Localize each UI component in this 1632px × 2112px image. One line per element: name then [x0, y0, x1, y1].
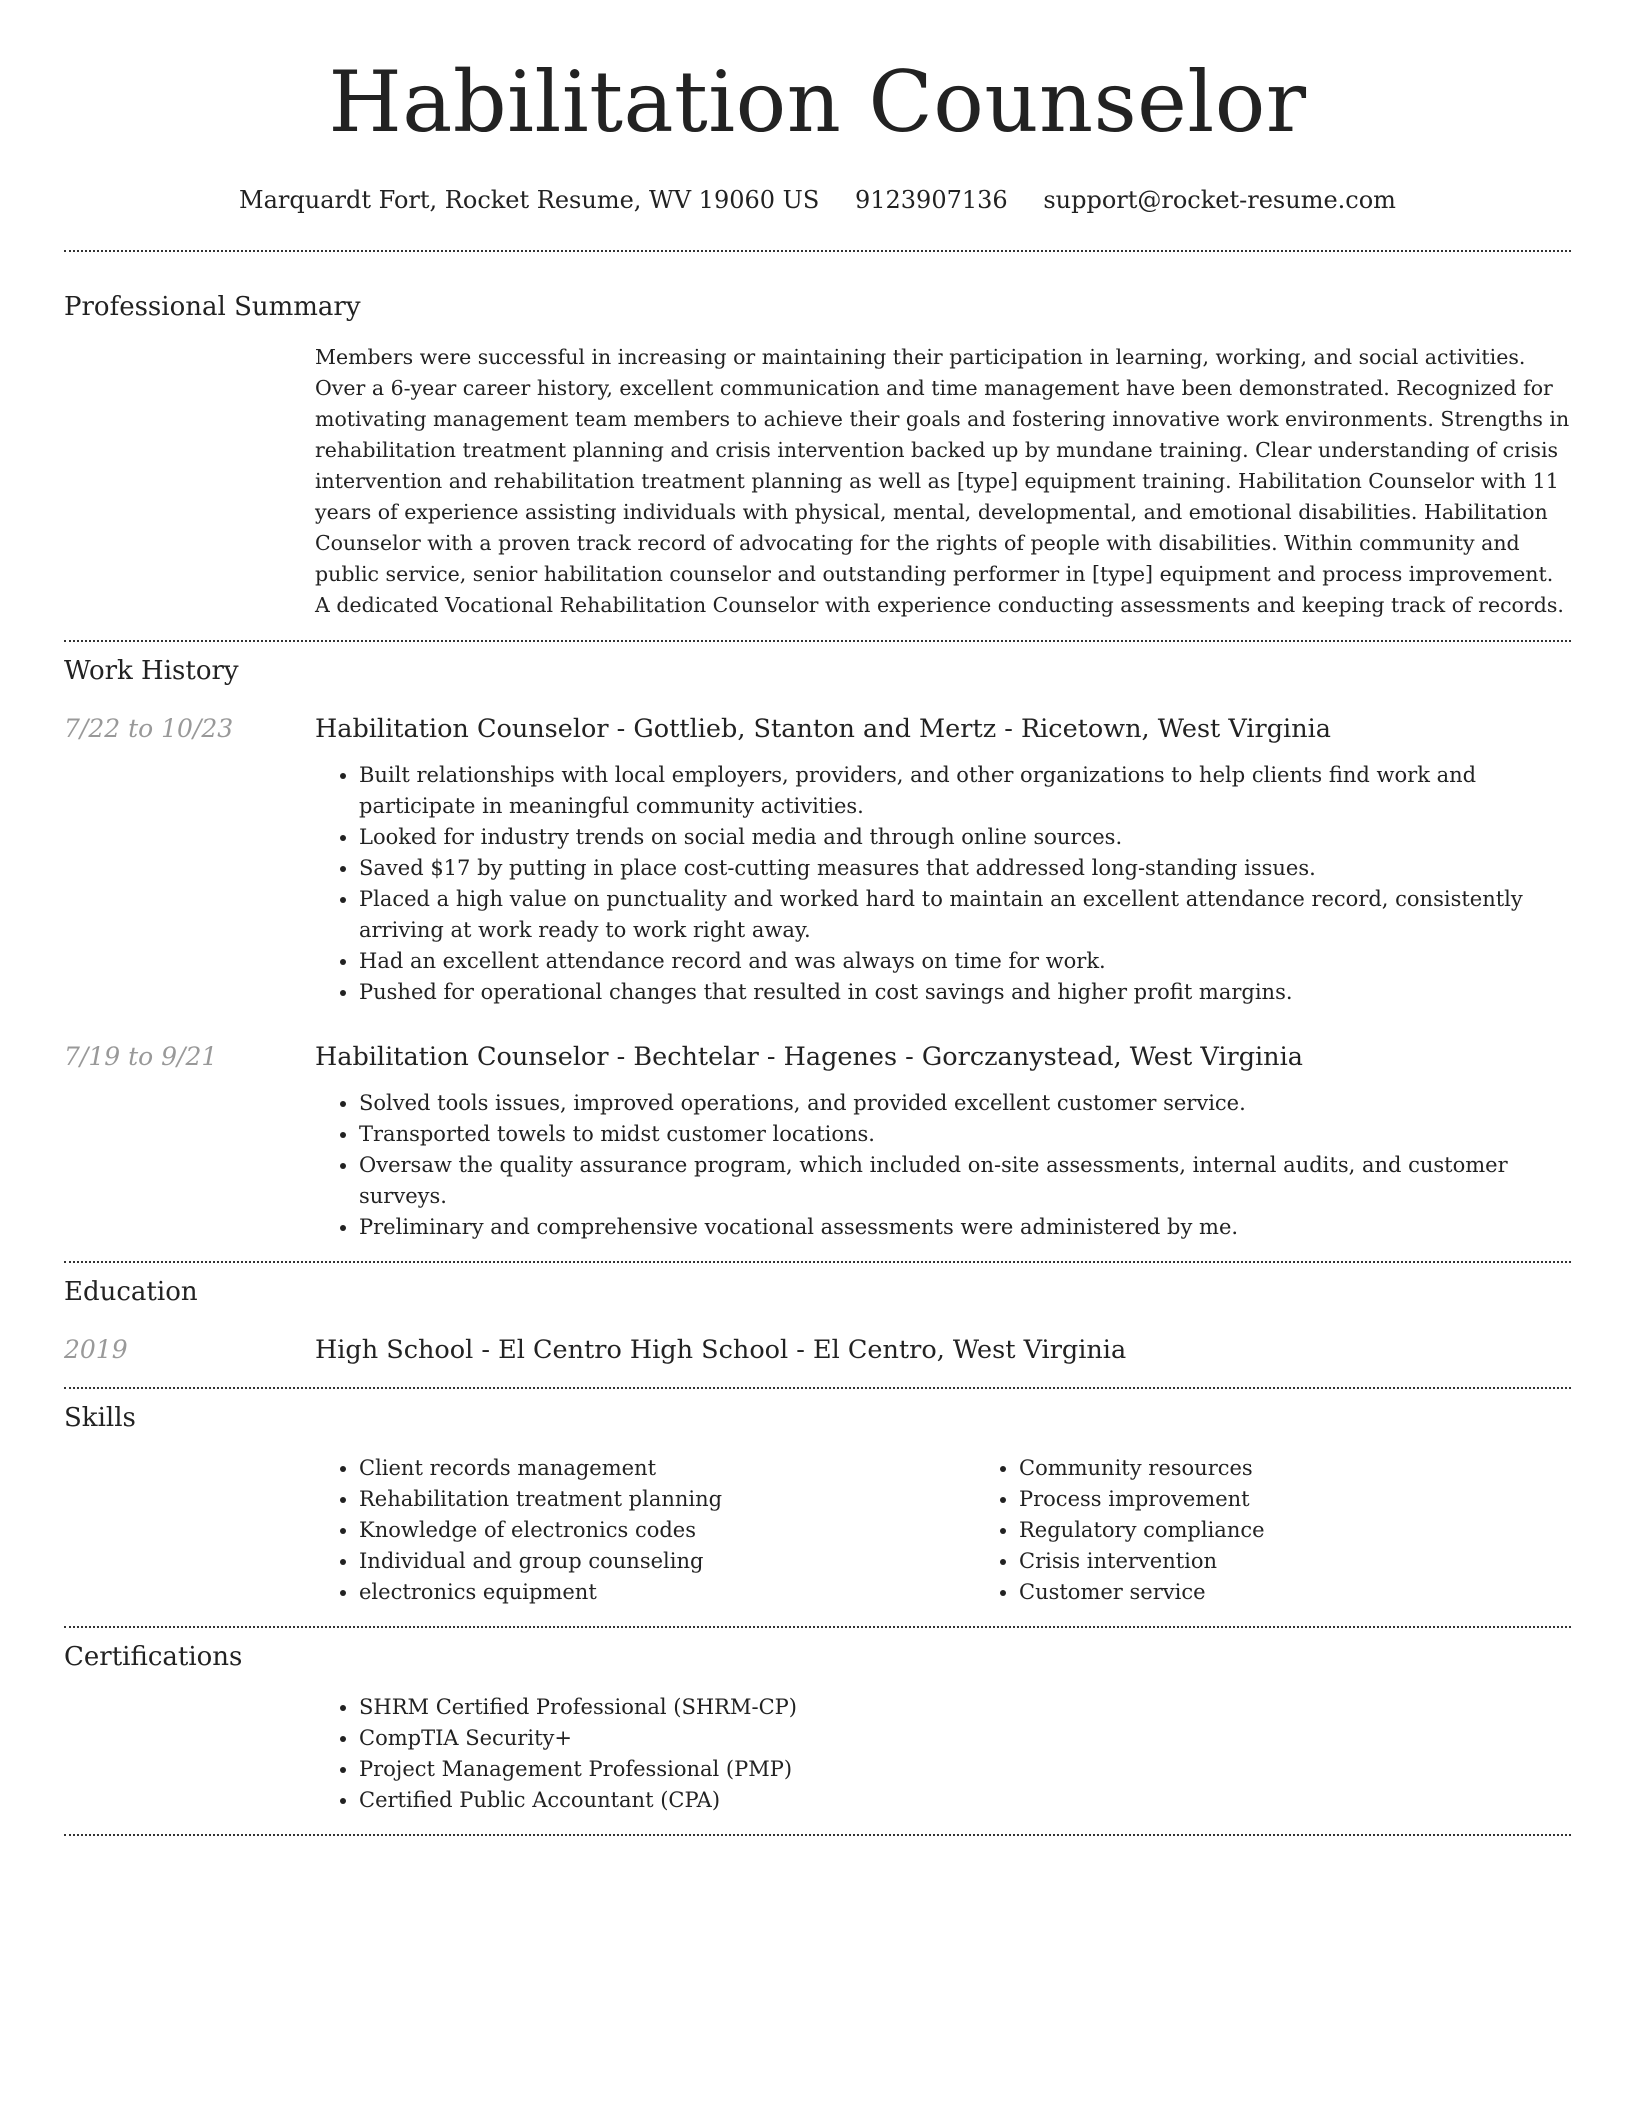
section-title-summary: Professional Summary: [64, 292, 361, 322]
list-item: • Preliminary and comprehensive vocational assessments were administered by me.: [359, 1212, 1571, 1243]
list-item: • CompTIA Security+: [359, 1723, 1571, 1754]
list-item: • Had an excellent attendance record and was always on time for work.: [359, 946, 1571, 977]
education-date: 2019: [64, 1335, 128, 1364]
list-item: • Built relationships with local employers, providers, and other organizations to help clients find work and participate in meaningful community activities.: [359, 760, 1571, 822]
list-item: • Looked for industry trends on social media and through online sources.: [359, 822, 1571, 853]
skills-list-right: [975, 1453, 1632, 1608]
section-divider: [64, 1834, 1571, 1836]
list-item: • Solved tools issues, improved operations, and provided excellent customer service.: [359, 1088, 1571, 1119]
list-item: • Knowledge of electronics codes: [359, 1515, 975, 1546]
job-entry: [64, 1040, 1571, 1243]
candidate-name: Habilitation Counselor: [328, 53, 1307, 151]
job-title: Habilitation Counselor - Gottlieb, Stanton and Mertz - Ricetown, West Virginia: [315, 714, 1331, 744]
list-item: • Client records management: [359, 1453, 975, 1484]
certifications-list: [315, 1692, 1571, 1816]
list-item: • Pushed for operational changes that resulted in cost savings and higher profit margins.: [359, 977, 1571, 1008]
list-item: • Crisis intervention: [1019, 1546, 1632, 1577]
list-item: • Oversaw the quality assurance program, which included on-site assessments, internal audits, and customer surveys.: [359, 1150, 1571, 1212]
contact-address: Marquardt Fort, Rocket Resume, WV 19060 US: [239, 186, 820, 214]
skills-list-left: [315, 1453, 975, 1608]
job-bullets: [315, 760, 1571, 1008]
list-item: • SHRM Certified Professional (SHRM-CP): [359, 1692, 1571, 1723]
section-title-education: Education: [64, 1277, 198, 1307]
job-entry: [64, 712, 1571, 1008]
certifications-section: [64, 1628, 1571, 1816]
job-date: 7/22 to 10/23: [64, 714, 234, 743]
education-section: [64, 1263, 1571, 1367]
contact-email: support@rocket-resume.com: [1043, 186, 1396, 214]
work-history-section: [64, 642, 1571, 1243]
summary-section: [64, 252, 1571, 621]
contact-phone: 9123907136: [854, 186, 1008, 214]
list-item: • Placed a high value on punctuality and worked hard to maintain an excellent attendance record, consistently arriving at work ready to work right away.: [359, 884, 1571, 946]
list-item: • Community resources: [1019, 1453, 1632, 1484]
skills-section: [64, 1389, 1571, 1608]
list-item: • Certified Public Accountant (CPA): [359, 1785, 1571, 1816]
list-item: • electronics equipment: [359, 1577, 975, 1608]
list-item: • Individual and group counseling: [359, 1546, 975, 1577]
section-title-skills: Skills: [64, 1403, 136, 1433]
list-item: • Project Management Professional (PMP): [359, 1754, 1571, 1785]
list-item: • Transported towels to midst customer locations.: [359, 1119, 1571, 1150]
list-item: • Rehabilitation treatment planning: [359, 1484, 975, 1515]
resume-page: [64, 0, 1571, 1836]
job-date: 7/19 to 9/21: [64, 1042, 218, 1071]
list-item: • Regulatory compliance: [1019, 1515, 1632, 1546]
section-title-work-history: Work History: [64, 656, 239, 686]
list-item: • Process improvement: [1019, 1484, 1632, 1515]
summary-text: Members were successful in increasing or maintaining their participation in learning, working, and social activities. Over a 6-year career history, excellent communication and time management have been demonstrated. Recognized for motivating management team members to achieve their goals and fostering innovative work environments. Strengths in rehabilitation treatment planning and crisis intervention backed up by mundane training. Clear understanding of crisis intervention and rehabilitation treatment planning as well as [type] equipment training. Habilitation Counselor with 11 years of experience assisting individuals with physical, mental, developmental, and emotional disabilities. Habilitation Counselor with a proven track record of advocating for the rights of people with disabilities. Within community and public service, senior habilitation counselor and outstanding performer in [type] equipment and process improvement. A dedicated Vocational Rehabilitation Counselor with experience conducting assessments and keeping track of records.: [315, 345, 1570, 617]
education-entry: High School - El Centro High School - El Centro, West Virginia: [315, 1335, 1127, 1365]
contact-line: [64, 184, 1571, 216]
section-title-certifications: Certifications: [64, 1642, 243, 1672]
list-item: • Saved $17 by putting in place cost-cutting measures that addressed long-standing issues.: [359, 853, 1571, 884]
job-bullets: [315, 1088, 1571, 1243]
job-title: Habilitation Counselor - Bechtelar - Hagenes - Gorczanystead, West Virginia: [315, 1042, 1303, 1072]
list-item: • Customer service: [1019, 1577, 1632, 1608]
